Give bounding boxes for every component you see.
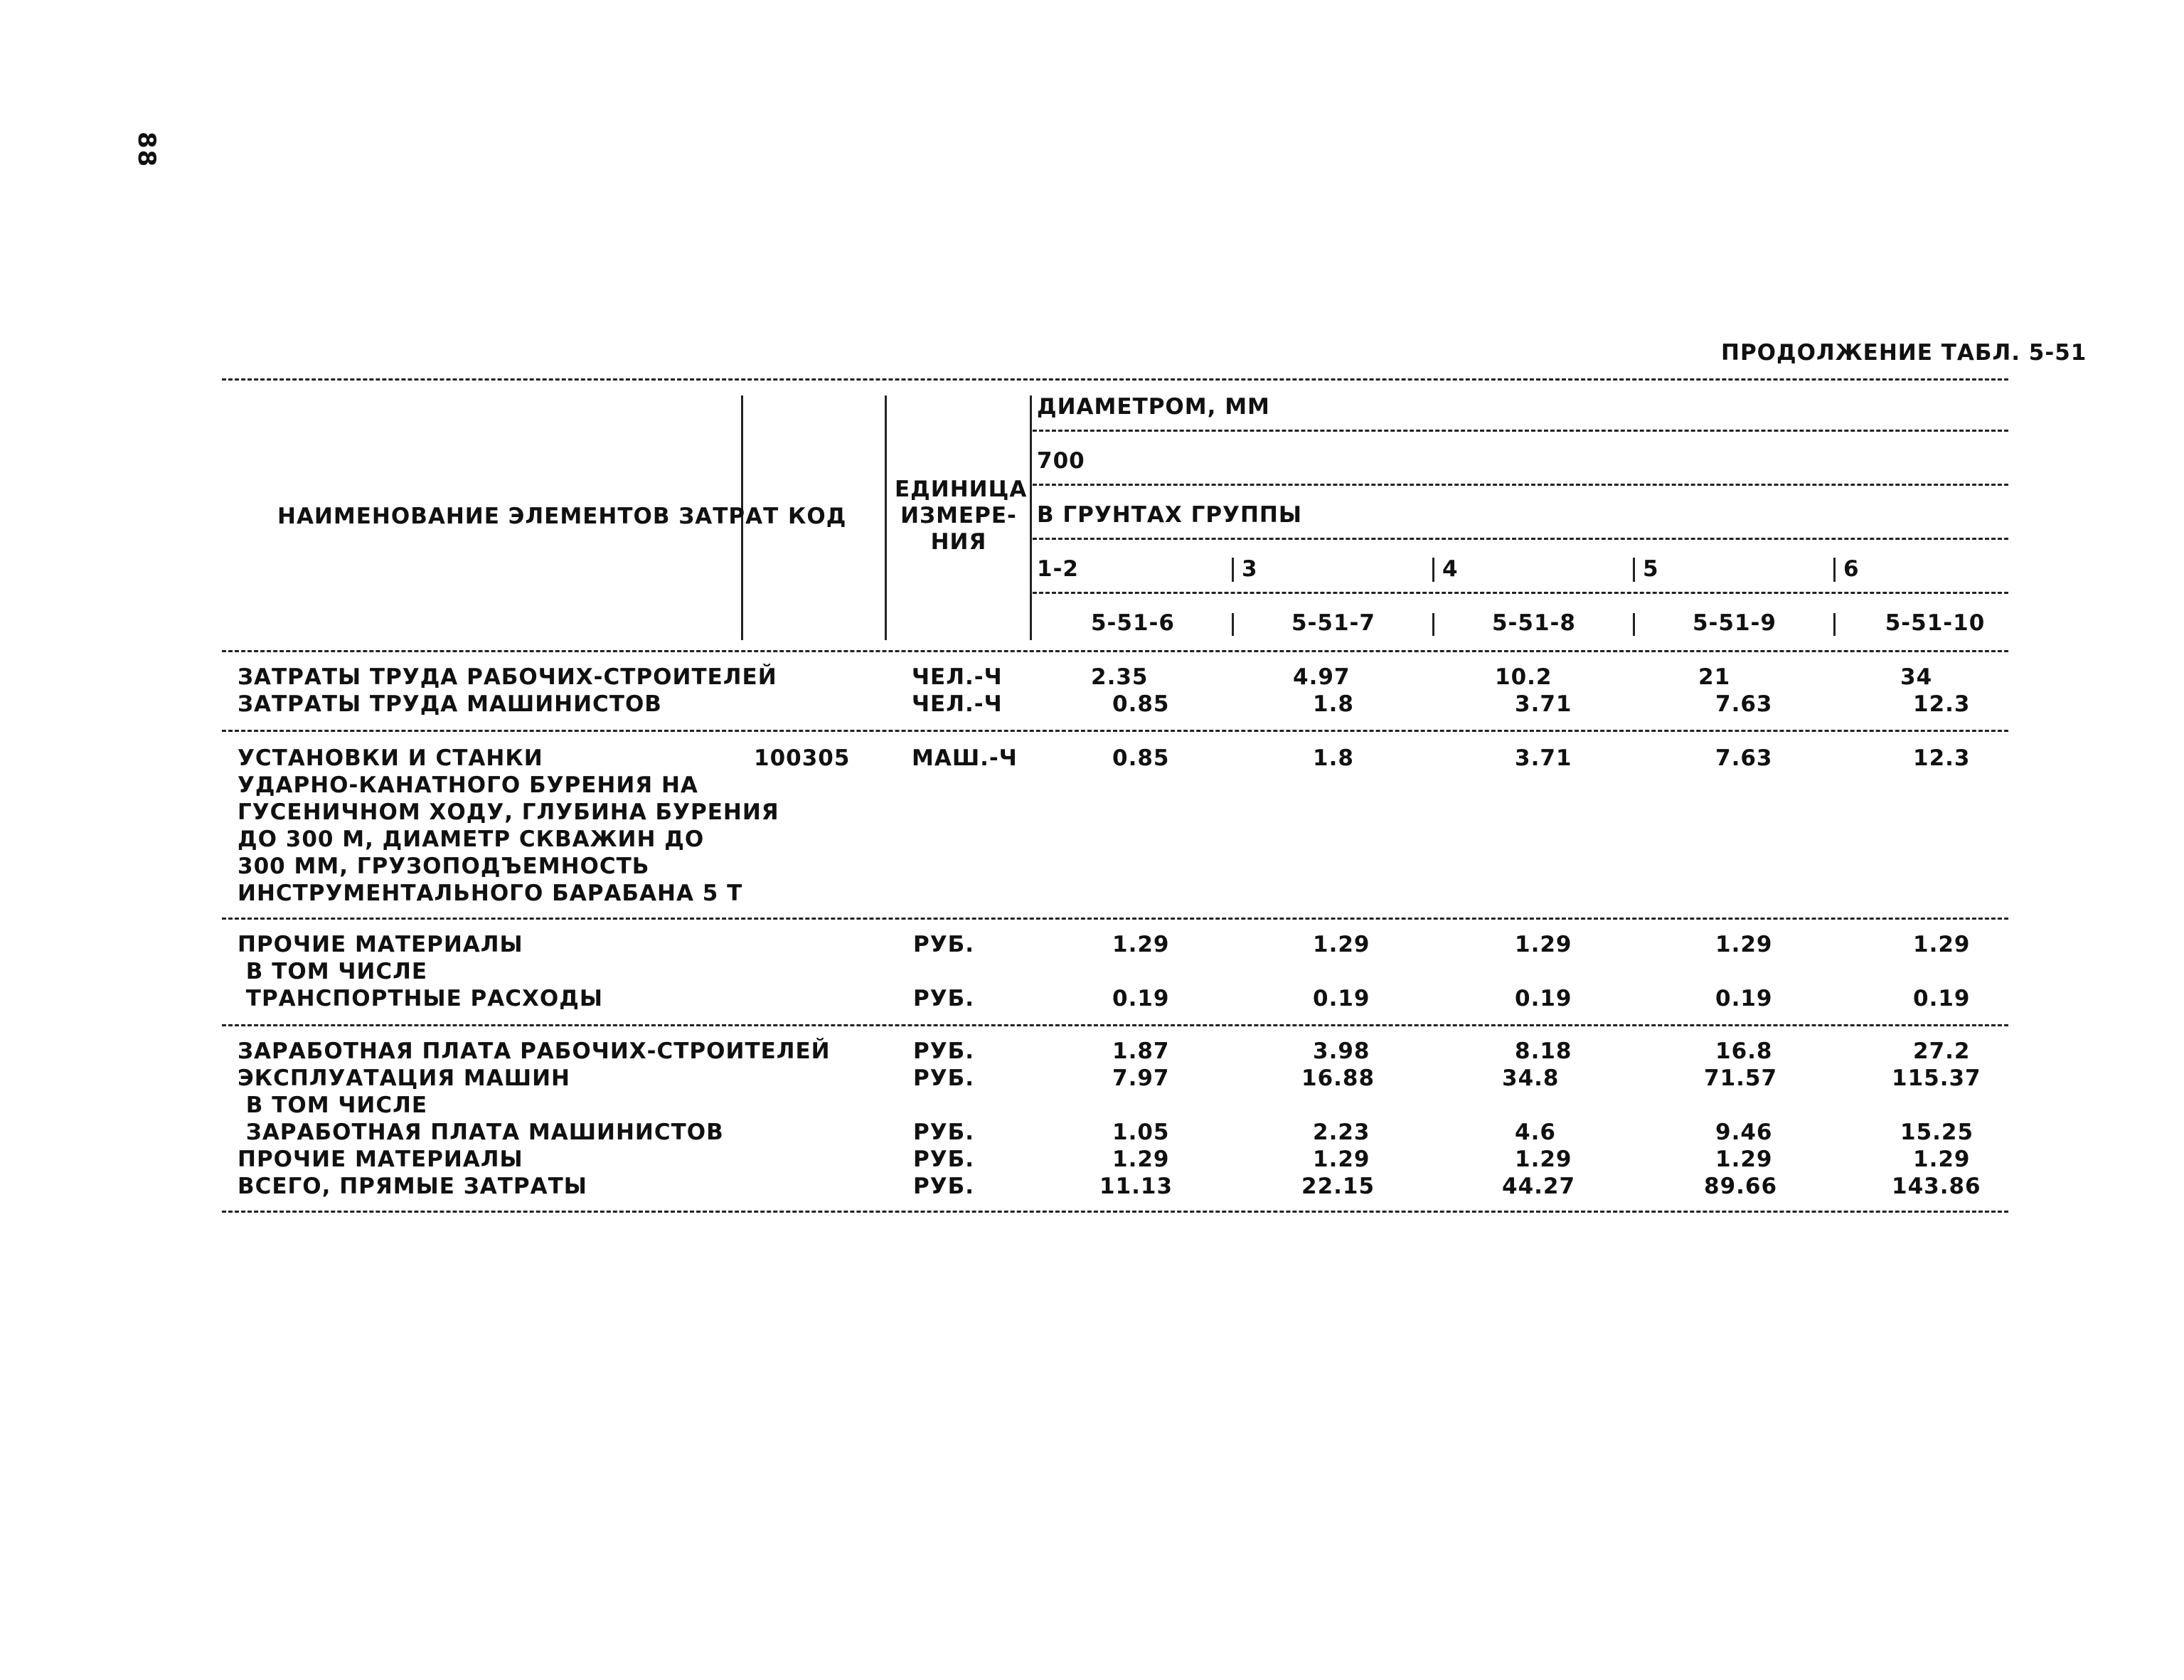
rule-h3: [1033, 538, 2008, 540]
materials-row-1-v4: 1.29: [1715, 932, 1773, 957]
machine-v5: 12.3: [1913, 745, 1971, 771]
materials-row-1-v3: 1.29: [1515, 932, 1572, 957]
header-unit-2: ИЗМЕРЕ-: [900, 503, 1017, 528]
code-divider-2: [1232, 613, 1234, 636]
totals-row-5-v2: 1.29: [1313, 1147, 1370, 1172]
totals-row-1-v5: 27.2: [1913, 1038, 1971, 1064]
group-divider-3: [1432, 558, 1434, 582]
totals-row-5-v5: 1.29: [1913, 1147, 1971, 1172]
labor-row-2-unit: ЧЕЛ.-Ч: [912, 691, 1003, 717]
machine-v4: 7.63: [1715, 745, 1773, 771]
materials-row-1-v2: 1.29: [1313, 932, 1370, 957]
header-diameter: ДИАМЕТРОМ, ММ: [1037, 394, 1270, 420]
labor-row-2-v5: 12.3: [1913, 691, 1971, 717]
group-1: 1-2: [1037, 556, 1080, 582]
rule-h2: [1033, 484, 2008, 486]
code-5: 5-51-10: [1885, 610, 1986, 636]
totals-row-2-unit: РУБ.: [913, 1065, 975, 1091]
totals-row-5-v4: 1.29: [1715, 1147, 1773, 1172]
labor-row-2-v2: 1.8: [1313, 691, 1354, 717]
materials-row-3-v3: 0.19: [1515, 986, 1572, 1011]
materials-row-3-v5: 0.19: [1913, 986, 1971, 1011]
totals-row-2-name: ЭКСПЛУАТАЦИЯ МАШИН: [238, 1065, 570, 1091]
totals-row-1-v2: 3.98: [1313, 1038, 1370, 1064]
totals-row-5-v3: 1.29: [1515, 1147, 1572, 1172]
materials-row-2-name: В ТОМ ЧИСЛЕ: [238, 959, 428, 984]
header-unit-3: НИЯ: [930, 529, 987, 555]
page-number: 88: [132, 132, 161, 169]
totals-row-6-name: ВСЕГО, ПРЯМЫЕ ЗАТРАТЫ: [238, 1174, 587, 1199]
table-caption: ПРОДОЛЖЕНИЕ ТАБЛ. 5-51: [1721, 340, 2087, 366]
labor-row-1-v3: 10.2: [1495, 664, 1552, 690]
labor-row-2-name: ЗАТРАТЫ ТРУДА МАШИНИСТОВ: [238, 691, 662, 717]
materials-row-1-v1: 1.29: [1112, 932, 1170, 957]
labor-row-1-v2: 4.97: [1293, 664, 1351, 690]
code-3: 5-51-8: [1491, 610, 1576, 636]
code-2: 5-51-7: [1291, 610, 1375, 636]
machine-name-line-4: ДО 300 М, ДИАМЕТР СКВАЖИН ДО: [238, 826, 705, 852]
totals-row-3-name: В ТОМ ЧИСЛЕ: [238, 1092, 428, 1118]
labor-row-1-v1: 2.35: [1091, 664, 1149, 690]
materials-row-3-unit: РУБ.: [913, 986, 975, 1011]
machine-name-line-3: ГУСЕНИЧНОМ ХОДУ, ГЛУБИНА БУРЕНИЯ: [238, 799, 779, 825]
labor-row-1-name: ЗАТРАТЫ ТРУДА РАБОЧИХ-СТРОИТЕЛЕЙ: [238, 664, 777, 690]
header-code: КОД: [788, 504, 847, 529]
totals-row-6-v1: 11.13: [1099, 1174, 1173, 1199]
code-1: 5-51-6: [1090, 610, 1175, 636]
totals-row-1-v3: 8.18: [1515, 1038, 1572, 1064]
totals-row-5-name: ПРОЧИЕ МАТЕРИАЛЫ: [238, 1147, 523, 1172]
rule-top: [222, 378, 2008, 381]
machine-v1: 0.85: [1112, 745, 1170, 771]
labor-row-1-v5: 34: [1900, 664, 1933, 690]
totals-row-2-v5: 115.37: [1892, 1065, 1981, 1091]
totals-row-4-name: ЗАРАБОТНАЯ ПЛАТА МАШИНИСТОВ: [238, 1120, 724, 1145]
totals-row-2-v1: 7.97: [1112, 1065, 1170, 1091]
code-divider-4: [1633, 613, 1635, 636]
materials-row-1-v5: 1.29: [1913, 932, 1971, 957]
materials-row-1-unit: РУБ.: [913, 932, 975, 957]
code-divider-5: [1833, 613, 1836, 636]
group-3: 4: [1442, 556, 1459, 582]
totals-row-2-v3: 34.8: [1502, 1065, 1560, 1091]
materials-row-3-v1: 0.19: [1112, 986, 1170, 1011]
totals-row-1-name: ЗАРАБОТНАЯ ПЛАТА РАБОЧИХ-СТРОИТЕЛЕЙ: [238, 1038, 831, 1064]
machine-unit: МАШ.-Ч: [912, 745, 1018, 771]
header-unit-1: ЕДИНИЦА: [895, 477, 1028, 502]
labor-row-2-v1: 0.85: [1112, 691, 1170, 717]
machine-name-line-2: УДАРНО-КАНАТНОГО БУРЕНИЯ НА: [238, 772, 698, 798]
group-divider-5: [1833, 558, 1836, 582]
labor-row-1-unit: ЧЕЛ.-Ч: [912, 664, 1003, 690]
materials-row-3-v4: 0.19: [1715, 986, 1773, 1011]
header-diameter-value: 700: [1037, 448, 1085, 474]
rule-header-bottom: [222, 650, 2008, 652]
totals-row-5-unit: РУБ.: [913, 1147, 975, 1172]
group-4: 5: [1643, 556, 1659, 582]
rule-1: [222, 730, 2008, 732]
totals-row-5-v1: 1.29: [1112, 1147, 1170, 1172]
machine-name-line-1: УСТАНОВКИ И СТАНКИ: [238, 745, 543, 771]
totals-row-6-v4: 89.66: [1704, 1174, 1778, 1199]
totals-row-6-v5: 143.86: [1892, 1174, 1981, 1199]
labor-row-2-v3: 3.71: [1515, 691, 1572, 717]
totals-row-4-v3: 4.6: [1515, 1120, 1556, 1145]
totals-row-4-v2: 2.23: [1313, 1120, 1370, 1145]
group-divider-4: [1633, 558, 1635, 582]
totals-row-4-v4: 9.46: [1715, 1120, 1773, 1145]
rule-bottom: [222, 1211, 2008, 1213]
totals-row-1-v1: 1.87: [1112, 1038, 1170, 1064]
totals-row-4-unit: РУБ.: [913, 1120, 975, 1145]
materials-row-1-name: ПРОЧИЕ МАТЕРИАЛЫ: [238, 932, 523, 957]
totals-row-6-unit: РУБ.: [913, 1174, 975, 1199]
labor-row-2-v4: 7.63: [1715, 691, 1773, 717]
group-divider-2: [1232, 558, 1234, 582]
machine-v3: 3.71: [1515, 745, 1572, 771]
rule-h1: [1033, 430, 2008, 432]
totals-row-1-unit: РУБ.: [913, 1038, 975, 1064]
totals-row-1-v4: 16.8: [1715, 1038, 1773, 1064]
totals-row-6-v2: 22.15: [1301, 1174, 1375, 1199]
group-2: 3: [1242, 556, 1258, 582]
header-divider-3: [1030, 395, 1032, 640]
machine-v2: 1.8: [1313, 745, 1354, 771]
totals-row-2-v2: 16.88: [1301, 1065, 1375, 1091]
machine-code: 100305: [754, 745, 851, 771]
totals-row-4-v5: 15.25: [1900, 1120, 1974, 1145]
materials-row-3-name: ТРАНСПОРТНЫЕ РАСХОДЫ: [238, 986, 603, 1011]
machine-name-line-5: 300 ММ, ГРУЗОПОДЪЕМНОСТЬ: [238, 854, 650, 879]
code-4: 5-51-9: [1692, 610, 1777, 636]
rule-2: [222, 918, 2008, 920]
totals-row-6-v3: 44.27: [1502, 1174, 1576, 1199]
totals-row-2-v4: 71.57: [1704, 1065, 1778, 1091]
header-soil-group: В ГРУНТАХ ГРУППЫ: [1037, 502, 1302, 528]
header-name: НАИМЕНОВАНИЕ ЭЛЕМЕНТОВ ЗАТРАТ: [277, 504, 779, 529]
totals-row-4-v1: 1.05: [1112, 1120, 1170, 1145]
labor-row-1-v4: 21: [1698, 664, 1731, 690]
group-5: 6: [1843, 556, 1860, 582]
materials-row-3-v2: 0.19: [1313, 986, 1370, 1011]
rule-3: [222, 1024, 2008, 1026]
code-divider-3: [1432, 613, 1434, 636]
rule-h4: [1033, 592, 2008, 594]
machine-name-line-6: ИНСТРУМЕНТАЛЬНОГО БАРАБАНА 5 Т: [238, 881, 743, 906]
header-divider-2: [885, 395, 887, 640]
